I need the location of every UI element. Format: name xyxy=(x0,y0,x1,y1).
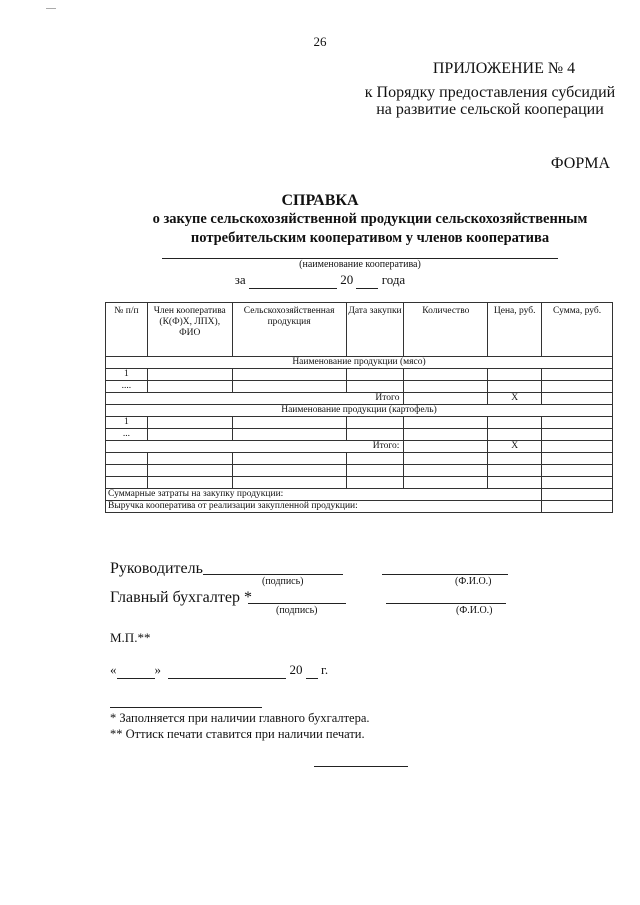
header-sum: Сумма, руб. xyxy=(542,303,613,357)
accountant-fio-caption: (Ф.И.О.) xyxy=(456,605,493,616)
row-num: .... xyxy=(106,381,148,393)
header-price: Цена, руб. xyxy=(488,303,542,357)
scan-mark xyxy=(46,8,56,9)
row-num: 1 xyxy=(106,417,148,429)
period-year-blank xyxy=(356,272,378,289)
total-label: Итого xyxy=(106,393,404,405)
subtitle-line-2: потребительским кооперативом у членов кооператива xyxy=(190,230,550,246)
form-label: ФОРМА xyxy=(550,155,610,172)
section-potato: Наименование продукции (картофель) xyxy=(106,405,613,417)
total-label: Итого: xyxy=(106,441,404,453)
table-row xyxy=(106,429,613,441)
summary-row-costs xyxy=(106,489,613,501)
date-year: 20 xyxy=(289,662,303,677)
section-row-potato xyxy=(106,405,613,417)
section-meat: Наименование продукции (мясо) xyxy=(106,357,613,369)
header-qty: Количество xyxy=(404,303,488,357)
date-year-blank xyxy=(306,662,318,679)
accountant-fio-line xyxy=(386,603,506,604)
date-open-quote: « xyxy=(110,662,117,677)
date-close-quote: » xyxy=(154,662,161,677)
page-number: 26 xyxy=(313,34,327,49)
head-fio-line xyxy=(382,574,508,575)
section-row-meat xyxy=(106,357,613,369)
footnote-2: ** Оттиск печати ставится при наличии печати. xyxy=(110,727,365,741)
period-blank xyxy=(249,272,337,289)
date-day-blank xyxy=(117,662,155,679)
accountant-signature-line xyxy=(248,603,346,604)
date-suffix: г. xyxy=(321,662,329,677)
table-row xyxy=(106,381,613,393)
period-year: 20 xyxy=(340,272,354,287)
period-line xyxy=(0,272,640,289)
date-month-blank xyxy=(168,662,286,679)
total-row-meat xyxy=(106,393,613,405)
summary-row-revenue xyxy=(106,501,613,513)
header-member: Член кооператива (К(Ф)Х, ЛПХ), ФИО xyxy=(147,303,232,357)
document-subtitle xyxy=(110,210,630,248)
table-row xyxy=(106,477,613,489)
table-row xyxy=(106,417,613,429)
row-num: ... xyxy=(106,429,148,441)
total-row-potato xyxy=(106,441,613,453)
x-mark: Х xyxy=(488,393,542,405)
date-field xyxy=(110,662,328,679)
table-row xyxy=(106,369,613,381)
accountant-label: Главный бухгалтер * xyxy=(110,589,252,606)
table-row xyxy=(106,453,613,465)
footnote-1: * Заполняется при наличии главного бухгалтера. xyxy=(110,711,370,725)
row-num: 1 xyxy=(106,369,148,381)
summary-costs: Суммарные затраты на закупку продукции: xyxy=(106,489,542,501)
purchase-table xyxy=(105,302,613,513)
head-signature-line xyxy=(203,574,343,575)
annex-title: ПРИЛОЖЕНИЕ № 4 xyxy=(432,60,576,77)
accountant-signature-caption: (подпись) xyxy=(276,605,318,616)
annex-line-1: к Порядку предоставления субсидий xyxy=(364,84,616,101)
header-num: № п/п xyxy=(106,303,148,357)
table-header-row xyxy=(106,303,613,357)
summary-revenue: Выручка кооператива от реализации закупленной продукции: xyxy=(106,501,542,513)
head-fio-caption: (Ф.И.О.) xyxy=(455,576,492,587)
period-suffix: года xyxy=(381,272,406,287)
annex-block xyxy=(360,60,620,118)
header-date: Дата закупки xyxy=(346,303,404,357)
head-signature-caption: (подпись) xyxy=(262,576,304,587)
x-mark: Х xyxy=(488,441,542,453)
annex-line-2: на развитие сельской кооперации xyxy=(376,101,604,118)
footnote-separator xyxy=(110,707,262,708)
document-title: СПРАВКА xyxy=(281,192,359,209)
stamp-label: М.П.** xyxy=(110,630,151,645)
head-label: Руководитель xyxy=(110,560,203,577)
subtitle-line-1: о закупе сельскохозяйственной продукции сельскохозяйственным xyxy=(152,211,588,227)
period-prefix: за xyxy=(234,272,246,287)
header-product: Сельскохозяйственная продукция xyxy=(232,303,346,357)
coop-name-caption: (наименование кооператива) xyxy=(299,259,421,270)
table-row xyxy=(106,465,613,477)
end-line xyxy=(314,766,408,767)
